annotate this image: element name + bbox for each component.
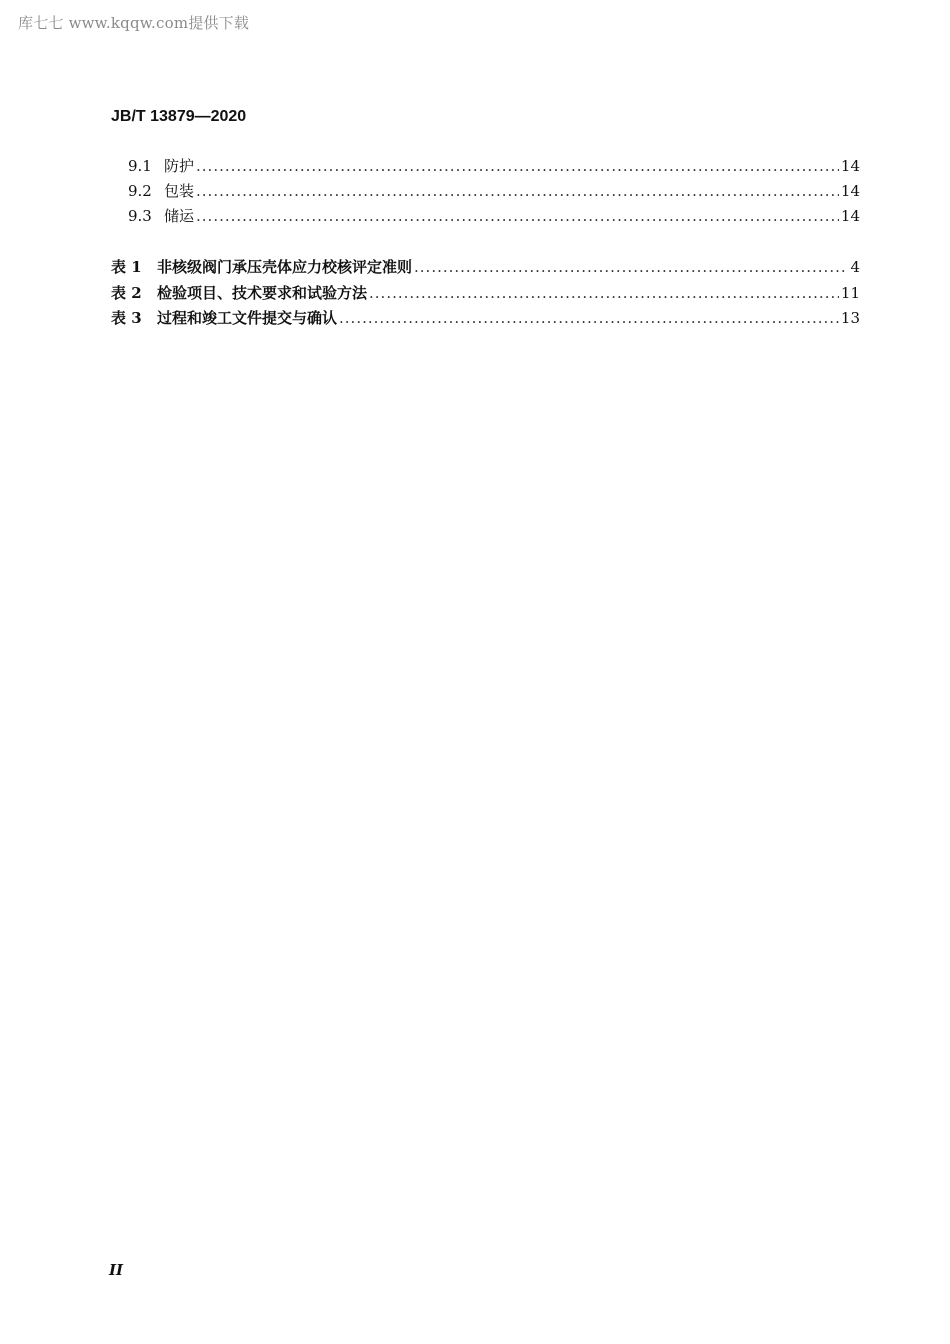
toc-entry-page: 14 [840, 157, 860, 175]
toc-dot-leader [339, 308, 839, 328]
toc-entry-number: 表 1 [111, 258, 142, 276]
toc-entry-table-3[interactable] [111, 308, 860, 328]
toc-dot-leader [414, 257, 848, 277]
toc-entry-title: 防护 [164, 157, 195, 175]
toc-entry-title: 检验项目、技术要求和试验方法 [157, 284, 368, 302]
toc-entry-title: 储运 [164, 207, 195, 225]
toc-dot-leader [369, 283, 839, 303]
toc-entry-page: 4 [850, 258, 860, 276]
toc-entry-9-1[interactable] [128, 156, 860, 176]
toc-entry-table-1[interactable] [111, 257, 860, 277]
watermark-text: 库七七 www.kqqw.com提供下载 [18, 14, 250, 32]
toc-entry-title: 包装 [164, 182, 195, 200]
page-number: II [109, 1261, 124, 1279]
toc-entry-number: 表 3 [111, 309, 142, 327]
standard-code-header: JB/T 13879—2020 [111, 108, 247, 125]
toc-entry-number: 9.1 [128, 157, 152, 175]
toc-entry-page: 13 [840, 309, 860, 327]
toc-entry-page: 11 [840, 284, 860, 302]
toc-entry-number: 9.3 [128, 207, 152, 225]
toc-entry-9-2[interactable] [128, 181, 860, 201]
toc-entry-page: 14 [840, 182, 860, 200]
toc-entry-title: 过程和竣工文件提交与确认 [157, 309, 338, 327]
toc-entry-page: 14 [840, 207, 860, 225]
toc-entry-number: 9.2 [128, 182, 152, 200]
toc-entry-9-3[interactable] [128, 206, 860, 226]
toc-entry-title: 非核级阀门承压壳体应力校核评定准则 [157, 258, 413, 276]
toc-dot-leader [196, 206, 839, 226]
toc-dot-leader [196, 181, 839, 201]
toc-dot-leader [196, 156, 839, 176]
toc-entry-table-2[interactable] [111, 283, 860, 303]
toc-entry-number: 表 2 [111, 284, 142, 302]
